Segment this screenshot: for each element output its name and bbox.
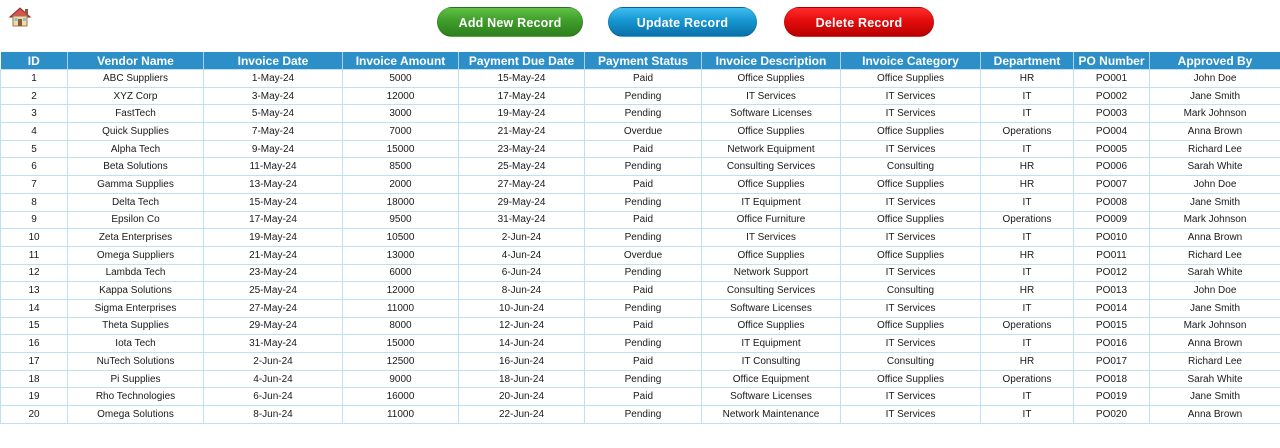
table-cell[interactable]: Quick Supplies (68, 123, 204, 141)
table-cell[interactable]: HR (981, 246, 1074, 264)
table-row[interactable] (1, 388, 1280, 406)
table-cell[interactable]: 11000 (343, 406, 459, 424)
table-cell[interactable]: 23-May-24 (459, 140, 585, 158)
table-cell[interactable]: 13000 (343, 246, 459, 264)
table-cell[interactable]: PO013 (1074, 282, 1150, 300)
table-cell[interactable]: Sarah White (1150, 158, 1280, 176)
table-cell[interactable]: Pending (585, 335, 702, 353)
table-cell[interactable]: Richard Lee (1150, 353, 1280, 371)
table-cell[interactable]: 19 (1, 388, 68, 406)
table-cell[interactable]: Pending (585, 299, 702, 317)
table-cell[interactable]: Richard Lee (1150, 140, 1280, 158)
table-cell[interactable]: IT (981, 388, 1074, 406)
table-cell[interactable]: Richard Lee (1150, 246, 1280, 264)
table-cell[interactable]: 6 (1, 158, 68, 176)
table-cell[interactable]: Kappa Solutions (68, 282, 204, 300)
table-cell[interactable]: Office Supplies (841, 246, 981, 264)
table-cell[interactable]: IT Services (702, 87, 841, 105)
table-cell[interactable]: Paid (585, 353, 702, 371)
table-row[interactable] (1, 317, 1280, 335)
table-cell[interactable]: IT (981, 264, 1074, 282)
table-cell[interactable]: Office Supplies (702, 246, 841, 264)
table-cell[interactable]: Office Supplies (702, 317, 841, 335)
table-cell[interactable]: 8 (1, 193, 68, 211)
table-cell[interactable]: IT Services (841, 193, 981, 211)
table-cell[interactable]: 4-Jun-24 (204, 370, 343, 388)
table-cell[interactable]: Theta Supplies (68, 317, 204, 335)
table-cell[interactable]: IT (981, 406, 1074, 424)
table-cell[interactable]: HR (981, 158, 1074, 176)
table-cell[interactable]: Gamma Supplies (68, 176, 204, 194)
table-row[interactable] (1, 158, 1280, 176)
table-cell[interactable]: 18 (1, 370, 68, 388)
table-row[interactable] (1, 229, 1280, 247)
table-cell[interactable]: Pending (585, 406, 702, 424)
table-cell[interactable]: IT Services (841, 335, 981, 353)
table-cell[interactable]: Operations (981, 211, 1074, 229)
invoice-table-container (0, 52, 1280, 424)
table-cell[interactable]: Mark Johnson (1150, 317, 1280, 335)
table-cell[interactable]: PO007 (1074, 176, 1150, 194)
table-cell[interactable]: Office Supplies (841, 317, 981, 335)
table-cell[interactable]: 3-May-24 (204, 87, 343, 105)
table-cell[interactable]: 15 (1, 317, 68, 335)
table-cell[interactable]: Sarah White (1150, 264, 1280, 282)
table-cell[interactable]: PO006 (1074, 158, 1150, 176)
table-cell[interactable]: Jane Smith (1150, 299, 1280, 317)
table-cell[interactable]: Pending (585, 87, 702, 105)
table-cell[interactable]: John Doe (1150, 70, 1280, 88)
table-cell[interactable]: 13 (1, 282, 68, 300)
table-row[interactable] (1, 123, 1280, 141)
table-cell[interactable]: Software Licenses (702, 299, 841, 317)
table-cell[interactable]: John Doe (1150, 282, 1280, 300)
table-cell[interactable]: IT (981, 229, 1074, 247)
table-row[interactable] (1, 211, 1280, 229)
table-cell[interactable]: PO001 (1074, 70, 1150, 88)
table-cell[interactable]: 14 (1, 299, 68, 317)
table-cell[interactable]: Pending (585, 105, 702, 123)
table-cell[interactable]: Pending (585, 158, 702, 176)
table-cell[interactable]: 25-May-24 (204, 282, 343, 300)
table-cell[interactable]: 15-May-24 (459, 70, 585, 88)
table-cell[interactable]: 17-May-24 (204, 211, 343, 229)
table-cell[interactable]: PO020 (1074, 406, 1150, 424)
table-cell[interactable]: 20 (1, 406, 68, 424)
table-cell[interactable]: Overdue (585, 123, 702, 141)
table-cell[interactable]: ABC Suppliers (68, 70, 204, 88)
table-cell[interactable]: Pending (585, 193, 702, 211)
table-cell[interactable]: HR (981, 176, 1074, 194)
table-cell[interactable]: PO002 (1074, 87, 1150, 105)
table-cell[interactable]: Pi Supplies (68, 370, 204, 388)
table-cell[interactable]: Office Supplies (841, 176, 981, 194)
table-cell[interactable]: 18000 (343, 193, 459, 211)
table-cell[interactable]: Paid (585, 70, 702, 88)
table-cell[interactable]: IT Services (841, 105, 981, 123)
table-cell[interactable]: 8-Jun-24 (459, 282, 585, 300)
table-cell[interactable]: Anna Brown (1150, 406, 1280, 424)
table-cell[interactable]: Iota Tech (68, 335, 204, 353)
table-cell[interactable]: Sarah White (1150, 370, 1280, 388)
table-cell[interactable]: IT (981, 299, 1074, 317)
table-cell[interactable]: 11-May-24 (204, 158, 343, 176)
table-row[interactable] (1, 140, 1280, 158)
table-cell[interactable]: Office Equipment (702, 370, 841, 388)
table-cell[interactable]: 29-May-24 (204, 317, 343, 335)
table-cell[interactable]: PO008 (1074, 193, 1150, 211)
table-cell[interactable]: Lambda Tech (68, 264, 204, 282)
table-cell[interactable]: Mark Johnson (1150, 105, 1280, 123)
table-cell[interactable]: Consulting (841, 282, 981, 300)
table-cell[interactable]: 10 (1, 229, 68, 247)
table-cell[interactable]: 7 (1, 176, 68, 194)
table-cell[interactable]: 1 (1, 70, 68, 88)
table-row[interactable] (1, 105, 1280, 123)
table-cell[interactable]: 12000 (343, 87, 459, 105)
table-cell[interactable]: 8000 (343, 317, 459, 335)
table-cell[interactable]: PO019 (1074, 388, 1150, 406)
table-cell[interactable]: 6000 (343, 264, 459, 282)
table-cell[interactable]: Omega Suppliers (68, 246, 204, 264)
table-cell[interactable]: Delta Tech (68, 193, 204, 211)
column-header[interactable]: PO Number (1074, 52, 1150, 70)
table-body (1, 70, 1280, 424)
table-cell[interactable]: Omega Solutions (68, 406, 204, 424)
column-header[interactable]: Invoice Date (204, 52, 343, 70)
table-cell[interactable]: 9-May-24 (204, 140, 343, 158)
table-cell[interactable]: Jane Smith (1150, 193, 1280, 211)
table-cell[interactable]: Office Supplies (841, 70, 981, 88)
table-cell[interactable]: 17 (1, 353, 68, 371)
table-cell[interactable]: 31-May-24 (204, 335, 343, 353)
table-cell[interactable]: Anna Brown (1150, 123, 1280, 141)
table-cell[interactable]: 6-Jun-24 (459, 264, 585, 282)
table-row[interactable] (1, 246, 1280, 264)
table-cell[interactable]: IT Services (841, 299, 981, 317)
table-cell[interactable]: 3 (1, 105, 68, 123)
table-cell[interactable]: HR (981, 282, 1074, 300)
table-cell[interactable]: Network Support (702, 264, 841, 282)
table-cell[interactable]: 3000 (343, 105, 459, 123)
table-cell[interactable]: HR (981, 353, 1074, 371)
table-cell[interactable]: Overdue (585, 246, 702, 264)
table-cell[interactable]: 8-Jun-24 (204, 406, 343, 424)
table-cell[interactable]: 16000 (343, 388, 459, 406)
table-cell[interactable]: Pending (585, 264, 702, 282)
table-cell[interactable]: 27-May-24 (204, 299, 343, 317)
table-cell[interactable]: PO017 (1074, 353, 1150, 371)
table-cell[interactable]: Office Furniture (702, 211, 841, 229)
table-cell[interactable]: Paid (585, 317, 702, 335)
table-cell[interactable]: 15000 (343, 140, 459, 158)
table-cell[interactable]: 21-May-24 (459, 123, 585, 141)
table-cell[interactable]: 23-May-24 (204, 264, 343, 282)
table-cell[interactable]: 5000 (343, 70, 459, 88)
table-cell[interactable]: 16-Jun-24 (459, 353, 585, 371)
table-cell[interactable]: 21-May-24 (204, 246, 343, 264)
table-cell[interactable]: HR (981, 70, 1074, 88)
table-cell[interactable]: Office Supplies (841, 211, 981, 229)
table-cell[interactable]: Office Supplies (702, 70, 841, 88)
table-row[interactable] (1, 87, 1280, 105)
table-cell[interactable]: 27-May-24 (459, 176, 585, 194)
table-cell[interactable]: Zeta Enterprises (68, 229, 204, 247)
table-cell[interactable]: 2000 (343, 176, 459, 194)
table-cell[interactable]: Beta Solutions (68, 158, 204, 176)
table-cell[interactable]: 29-May-24 (459, 193, 585, 211)
table-cell[interactable]: IT Services (841, 406, 981, 424)
table-cell[interactable]: IT Services (841, 140, 981, 158)
table-cell[interactable]: 22-Jun-24 (459, 406, 585, 424)
table-cell[interactable]: 12500 (343, 353, 459, 371)
column-header[interactable]: Invoice Amount (343, 52, 459, 70)
table-cell[interactable]: Consulting Services (702, 158, 841, 176)
table-cell[interactable]: IT (981, 335, 1074, 353)
table-cell[interactable]: 7-May-24 (204, 123, 343, 141)
column-header[interactable]: ID (1, 52, 68, 70)
table-cell[interactable]: 1-May-24 (204, 70, 343, 88)
table-cell[interactable]: IT Consulting (702, 353, 841, 371)
table-cell[interactable]: Software Licenses (702, 105, 841, 123)
table-cell[interactable]: PO016 (1074, 335, 1150, 353)
table-header-row (1, 52, 1280, 70)
table-cell[interactable]: Network Equipment (702, 140, 841, 158)
table-cell[interactable]: IT (981, 193, 1074, 211)
table-cell[interactable]: IT Services (841, 229, 981, 247)
table-row[interactable] (1, 406, 1280, 424)
table-cell[interactable]: Alpha Tech (68, 140, 204, 158)
table-cell[interactable]: PO012 (1074, 264, 1150, 282)
table-cell[interactable]: XYZ Corp (68, 87, 204, 105)
table-row[interactable] (1, 193, 1280, 211)
table-cell[interactable]: Operations (981, 370, 1074, 388)
table-cell[interactable]: Paid (585, 140, 702, 158)
table-cell[interactable]: PO005 (1074, 140, 1150, 158)
column-header[interactable]: Vendor Name (68, 52, 204, 70)
table-cell[interactable]: 17-May-24 (459, 87, 585, 105)
table-cell[interactable]: PO009 (1074, 211, 1150, 229)
table-cell[interactable]: 19-May-24 (204, 229, 343, 247)
table-cell[interactable]: Operations (981, 317, 1074, 335)
table-cell[interactable]: IT Services (841, 388, 981, 406)
table-row[interactable] (1, 282, 1280, 300)
table-row[interactable] (1, 176, 1280, 194)
table-cell[interactable]: 11000 (343, 299, 459, 317)
table-cell[interactable]: Consulting Services (702, 282, 841, 300)
table-cell[interactable]: John Doe (1150, 176, 1280, 194)
table-cell[interactable]: IT (981, 87, 1074, 105)
table-cell[interactable]: 5 (1, 140, 68, 158)
table-cell[interactable]: 25-May-24 (459, 158, 585, 176)
table-cell[interactable]: PO010 (1074, 229, 1150, 247)
table-cell[interactable]: 16 (1, 335, 68, 353)
column-header[interactable]: Approved By (1150, 52, 1280, 70)
table-cell[interactable]: IT (981, 140, 1074, 158)
column-header[interactable]: Payment Due Date (459, 52, 585, 70)
table-cell[interactable]: Network Maintenance (702, 406, 841, 424)
table-cell[interactable]: Jane Smith (1150, 388, 1280, 406)
table-cell[interactable]: Office Supplies (702, 176, 841, 194)
table-cell[interactable]: Paid (585, 176, 702, 194)
table-cell[interactable]: 2-Jun-24 (204, 353, 343, 371)
home-icon[interactable] (8, 6, 32, 28)
add-new-record-button[interactable]: Add New Record (437, 7, 583, 37)
table-cell[interactable]: Pending (585, 229, 702, 247)
table-cell[interactable]: 20-Jun-24 (459, 388, 585, 406)
table-cell[interactable]: Sigma Enterprises (68, 299, 204, 317)
table-cell[interactable]: Operations (981, 123, 1074, 141)
table-cell[interactable]: PO015 (1074, 317, 1150, 335)
table-row[interactable] (1, 370, 1280, 388)
table-cell[interactable]: 13-May-24 (204, 176, 343, 194)
update-record-button[interactable]: Update Record (608, 7, 757, 37)
table-cell[interactable]: 6-Jun-24 (204, 388, 343, 406)
table-cell[interactable]: 31-May-24 (459, 211, 585, 229)
table-cell[interactable]: 10-Jun-24 (459, 299, 585, 317)
table-cell[interactable]: 8500 (343, 158, 459, 176)
table-cell[interactable]: PO018 (1074, 370, 1150, 388)
table-cell[interactable]: Paid (585, 211, 702, 229)
table-cell[interactable]: IT Services (841, 87, 981, 105)
table-row[interactable] (1, 264, 1280, 282)
table-row[interactable] (1, 299, 1280, 317)
table-cell[interactable]: 12 (1, 264, 68, 282)
table-cell[interactable]: 15000 (343, 335, 459, 353)
table-cell[interactable]: IT Services (841, 264, 981, 282)
table-cell[interactable]: 18-Jun-24 (459, 370, 585, 388)
table-cell[interactable]: NuTech Solutions (68, 353, 204, 371)
table-cell[interactable]: Rho Technologies (68, 388, 204, 406)
table-cell[interactable]: Office Supplies (841, 370, 981, 388)
table-cell[interactable]: Anna Brown (1150, 335, 1280, 353)
table-cell[interactable]: Office Supplies (702, 123, 841, 141)
table-cell[interactable]: 9 (1, 211, 68, 229)
table-cell[interactable]: 12000 (343, 282, 459, 300)
table-cell[interactable]: 15-May-24 (204, 193, 343, 211)
table-cell[interactable]: Software Licenses (702, 388, 841, 406)
table-cell[interactable]: PO003 (1074, 105, 1150, 123)
table-cell[interactable]: Consulting (841, 353, 981, 371)
delete-record-button[interactable]: Delete Record (784, 7, 934, 37)
table-cell[interactable]: Pending (585, 370, 702, 388)
table-cell[interactable]: Anna Brown (1150, 229, 1280, 247)
table-cell[interactable]: Mark Johnson (1150, 211, 1280, 229)
table-cell[interactable]: 19-May-24 (459, 105, 585, 123)
column-header[interactable]: Invoice Description (702, 52, 841, 70)
table-cell[interactable]: Epsilon Co (68, 211, 204, 229)
table-row[interactable] (1, 70, 1280, 88)
column-header[interactable]: Department (981, 52, 1074, 70)
table-cell[interactable]: PO004 (1074, 123, 1150, 141)
table-cell[interactable]: 14-Jun-24 (459, 335, 585, 353)
table-cell[interactable]: 2 (1, 87, 68, 105)
table-cell[interactable]: FastTech (68, 105, 204, 123)
table-cell[interactable]: PO011 (1074, 246, 1150, 264)
column-header[interactable]: Payment Status (585, 52, 702, 70)
table-cell[interactable]: Jane Smith (1150, 87, 1280, 105)
table-row[interactable] (1, 335, 1280, 353)
table-cell[interactable]: 12-Jun-24 (459, 317, 585, 335)
table-cell[interactable]: 4 (1, 123, 68, 141)
table-cell[interactable]: IT Equipment (702, 335, 841, 353)
table-cell[interactable]: 2-Jun-24 (459, 229, 585, 247)
table-cell[interactable]: 9000 (343, 370, 459, 388)
table-cell[interactable]: 5-May-24 (204, 105, 343, 123)
invoice-table (0, 52, 1280, 424)
table-cell[interactable]: IT Services (702, 229, 841, 247)
table-cell[interactable]: 10500 (343, 229, 459, 247)
table-cell[interactable]: 11 (1, 246, 68, 264)
table-cell[interactable]: IT Equipment (702, 193, 841, 211)
table-cell[interactable]: Paid (585, 388, 702, 406)
table-cell[interactable]: 9500 (343, 211, 459, 229)
table-cell[interactable]: IT (981, 105, 1074, 123)
table-cell[interactable]: 7000 (343, 123, 459, 141)
table-cell[interactable]: Consulting (841, 158, 981, 176)
table-cell[interactable]: Paid (585, 282, 702, 300)
table-cell[interactable]: Office Supplies (841, 123, 981, 141)
table-cell[interactable]: PO014 (1074, 299, 1150, 317)
column-header[interactable]: Invoice Category (841, 52, 981, 70)
table-cell[interactable]: 4-Jun-24 (459, 246, 585, 264)
table-row[interactable] (1, 353, 1280, 371)
